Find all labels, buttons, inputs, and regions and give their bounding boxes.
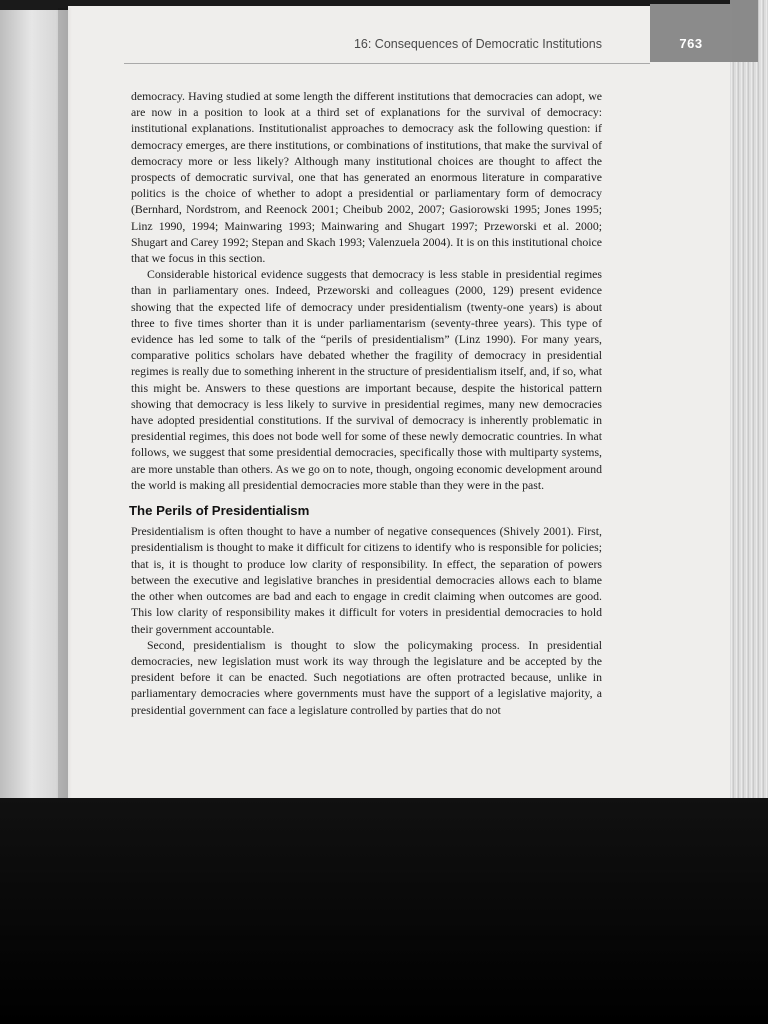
page-number: 763 — [679, 36, 703, 51]
dark-surface — [0, 798, 768, 1024]
paragraph: Second, presidentialism is thought to slow the policymaking process. In presidential democracies, new legislation must work its way through the legislature and be accepted by the president before it can be enacted. Such negotiations are often protracted because, unlike in parliamentary democracies where governments must have the support of a legislative majority, a presidential government can face a legislature controlled by parties that do not — [131, 637, 602, 717]
paragraph: Considerable historical evidence suggests that democracy is less stable in presidential regimes than in parliamentary ones. Indeed, Przeworski and colleagues (2000, 129) present evidence showing that the expected life of democracy under presidentialism (twenty-one years) is about three to five times shorter than it is under parliamentarism (seventy-three years). This type of evidence has led some to talk of the “perils of presidentialism” (Linz 1990). For many years, comparative politics scholars have debated whether the fragility of democracy in presidential regimes is really due to something inherent in the structure of presidentialism itself, and, if so, what this might be. Answers to these questions are important because, despite the historical pattern showing that democracy is less likely to survive in presidential regimes, many new democracies have adopted presidential constitutions. If the survival of democracy is inherently problematic in presidential regimes, this does not bode well for some of these newly democratic countries. In what follows, we suggest that some presidential democracies, specifically those with multiparty systems, are more unstable than others. As we go on to note, though, ongoing economic development around the world is making all presidential democracies more stable than they were in the past. — [131, 267, 602, 492]
body-text — [131, 88, 602, 718]
page-number-tab — [650, 4, 732, 62]
gutter-shadow — [58, 8, 72, 800]
thumb-tab — [730, 0, 758, 62]
header-rule — [124, 63, 650, 64]
running-head: 16: Consequences of Democratic Institutions — [353, 37, 602, 51]
section-heading: The Perils of Presidentialism — [129, 503, 310, 519]
paragraph: Presidentialism is often thought to have a number of negative consequences (Shively 2001). First, presidentialism is thought to make it difficult for citizens to identify who is responsible for policies; that is, it is thought to produce low clarity of responsibility. In effect, the separation of powers between the executive and legislative branches in presidential democracies allows each to blame the other when outcomes are bad and each to engage in credit claiming when outcomes are good. This low clarity of responsibility makes it difficult for voters in presidential democracies to hold their government accountable. — [131, 524, 602, 636]
page-stack-edge — [730, 0, 768, 800]
paragraph: democracy. Having studied at some length the different institutions that democracies can adopt, we are now in a position to look at a third set of explanations for the survival of democracy: institutional explanations. Institutionalist approaches to democracy ask the following question: if democracy emerges, are there institutions, or combinations of institutions, that make the survival of democracy more or less likely? Although many institutional choices are thought to affect the prospects of democratic survival, one that has generated an enormous literature in comparative politics is the choice of whether to adopt a presidential or parliamentary form of democracy (Bernhard, Nordstrom, and Reenock 2001; Cheibub 2002, 2007; Gasiorowski 1995; Jones 1995; Linz 1990, 1994; Mainwaring 1993; Mainwaring and Shugart 1997; Przeworski et al. 2000; Shugart and Carey 1992; Stepan and Skach 1993; Valenzuela 2004). It is on this institutional choice that we focus in this section. — [131, 89, 602, 266]
